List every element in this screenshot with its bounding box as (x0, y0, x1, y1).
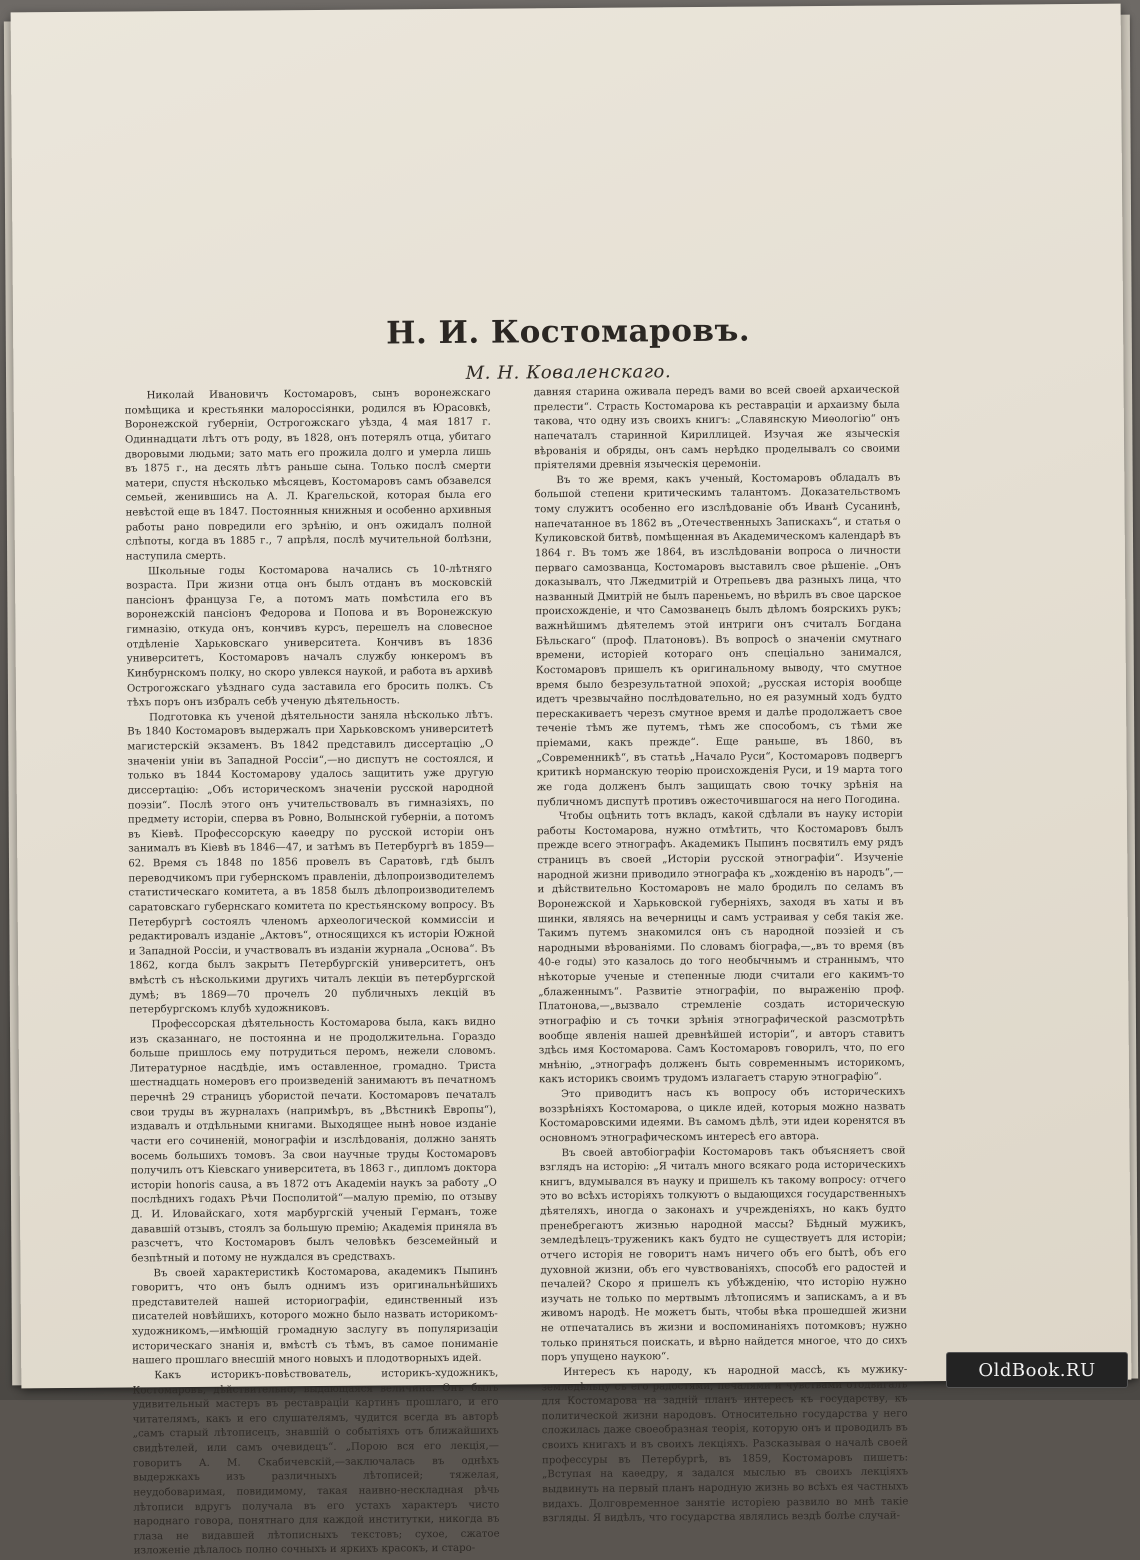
site-watermark: OldBook.RU (946, 1352, 1128, 1388)
paragraph: Интересъ къ народу, къ народной массѣ, къ мужику-земледѣльцу съ его радостями, печалями и чувствами отодвигалъ для Костомарова на задній планъ интересъ къ государству, къ политической жизни народовъ. Относительно государства у него сложилась даже своеобразная теорія, которую онъ и проводилъ въ своихъ книгахъ и въ своихъ лекціяхъ. Разсказывая о началѣ своей профессуры въ Петербургѣ, въ 1859, Костомаровъ пишетъ: „Вступая на каѳедру, я задался мыслью въ своихъ лекціяхъ выдвинуть на первый планъ народную жизнь во всѣхъ ея частныхъ видахъ. Долговременное занятіе исторіею развило во мнѣ такіе взгляды. Я видѣлъ, что государства являлись вездѣ болѣе случай- (541, 1364, 909, 1525)
left-text-column (125, 387, 500, 1560)
paragraph: Николай Ивановичъ Костомаровъ, сынъ воронежскаго помѣщика и крестьянки малороссіянки, родился въ Юрасовкѣ, Воронежской губерніи, Острогожскаго уѣзда, 4 мая 1817 г. Одиннадцати лѣтъ отъ роду, въ 1828, онъ потерялъ отца, убитаго дворовыми людьми; зато мать его прожила долго и умерла лишь въ 1875 г., на десять лѣтъ раньше сына. Только послѣ смерти матери, спустя нѣсколько мѣсяцевъ, Костомаровъ самъ обзавелся семьей, женившись на А. Л. Крагельской, которая была его невѣстой еще въ 1847. Постоянныя книжныя и особенно архивныя работы рано повредили его зрѣнію, и онъ ожидалъ полной слѣпоты, когда въ 1885 г., 7 апрѣля, послѣ мучительной болѣзни, наступила смерть. (124, 387, 492, 563)
paragraph: Какъ историкъ-повѣствователь, историкъ-художникъ, Костомаровъ, дѣйствительно, выдающаяся величина. Онъ былъ удивительный мастеръ въ реставраціи картинъ прошлаго, и его читателямъ, какъ и его слушателямъ, чудится всегда въ авторѣ „самъ старый лѣтописецъ, знавшій о событіяхъ отъ ближайшихъ свидѣтелей, или самъ очевидецъ“. „Порою вся его лекція,—говоритъ А. М. Скабичевскій,—заключалась въ однѣхъ выдержкахъ изъ различныхъ лѣтописей; тяжелая, неудобоваримая, повидимому, такая наивно-нескладная рѣчь лѣтописи вдругъ получала въ его устахъ характеръ чисто народнаго говора, понятнаго для каждой институтки, никогда въ глаза не видавшей лѣтописныхъ текстовъ; сухое, сжатое изложеніе дѣлалось полно сочныхъ и яркихъ красокъ, и старо- (132, 1367, 500, 1557)
paragraph: Въ своей характеристикѣ Костомарова, академикъ Пыпинъ говоритъ, что онъ былъ однимъ изъ оригинальнѣйшихъ представителей нашей историографіи, единственный изъ писателей новѣйшихъ, которого можно было назвать историкомъ-художникомъ,—имѣющій громадную заслугу въ популяризаціи историческаго знанія и, вмѣстѣ съ тѣмъ, въ самое пониманіе нашего прошлаго внесшій много новыхъ и плодотворныхъ идей. (131, 1265, 499, 1367)
paragraph: Чтобы оцѣнить тотъ вкладъ, какой сдѣлали въ науку исторіи работы Костомарова, нужно отмѣтить, что Костомаровъ былъ прежде всего этнографъ. Академикъ Пыпинъ посвятилъ ему рядъ страницъ въ своей „Исторіи русской этнографіи“. Изученіе народной жизни приводило этнографа къ „хожденію въ народъ“,—и дѣйствительно Костомаровъ не мало бродилъ по селамъ въ Воронежской и Харьковской губерніяхъ, заходя въ хаты и въ шинки, являясь на вечерницы и самъ устраивая у себя такія же. Такимъ путемъ знакомился онъ съ народной поэзіей и съ народными вѣрованіями. По словамъ біографа,—„въ то время (въ 40-е годы) это казалось до того необычнымъ и страннымъ, что нѣкоторые ученые и степенные люди считали его какимъ-то „блаженнымъ“. Развитіе этнографіи, по выраженію проф. Платонова,—„вызвало стремленіе создать историческую этнографію и съ точки зрѣнія этнографической разсмотрѣть вообще явленія нашей древнѣйшей исторіи“, и авторъ ставитъ здѣсь имя Костомарова. Самъ Костомаровъ говорилъ, что, по его мнѣнію, „этнографъ долженъ быть современнымъ историкомъ, какъ историкъ своимъ трудомъ излагаетъ старую этнографію“. (537, 808, 905, 1086)
article-title: Н. И. Костомаровъ. (386, 312, 751, 352)
paragraph: Это приводитъ насъ къ вопросу объ историческихъ воззрѣніяхъ Костомарова, о цикле идей, которыя можно назвать Костомаровскими идеями. Въ самомъ дѣлѣ, эти идеи коренятся въ основномъ этнографическомъ интересѣ его автора. (539, 1086, 906, 1145)
paragraph: Въ то же время, какъ ученый, Костомаровъ обладалъ въ большой степени критическимъ талантомъ. Доказательствомъ тому служитъ особенно его изслѣдованіе объ Иванѣ Сусанинѣ, напечатанное въ 1862 въ „Отечественныхъ Запискахъ“, и статья о Куликовской битвѣ, помѣщенная въ Академическомъ календарѣ въ 1864 г. Въ томъ же 1864, въ изслѣдованіи вопроса о личности перваго самозванца, Костомаровъ выставилъ свое рѣшеніе. „Онъ доказывалъ, что Лжедмитрій и Отрепьевъ два разныхъ лица, что названный Дмитрій не былъ пареньемъ, но вѣрилъ въ свое царское происхожденіе, и что Самозванецъ былъ дѣломъ боярскихъ рукъ; важнѣйшимъ дѣятелемъ этой интриги онъ считалъ Богдана Бѣльскаго“ (проф. Платоновъ). Въ вопросѣ о значеніи смутнаго времени, исторіей котораго онъ спеціально занимался, Костомаровъ пришелъ къ оригинальному выводу, что смутное время было безрезультатной эпохой; „русская исторія вообще идетъ чрезвычайно послѣдовательно, но ея разумный ходъ будто перескакиваетъ черезъ смутное время и далѣе продолжаетъ свое теченіе тѣмъ же путемъ, тѣмъ же способомъ, съ тѣми же пріемами, какъ прежде“. Еще раньше, въ 1860, въ „Современникѣ“, въ статьѣ „Начало Руси“, Костомаровъ подвергъ критикѣ норманскую теорію происхожденія Руси, и 19 марта того же года долженъ былъ защищать свою точку зрѣнія на публичномъ диспутѣ противъ ожесточившагося на него Погодина. (534, 472, 903, 808)
paragraph: Въ своей автобіографіи Костомаровъ такъ объясняетъ свой взглядъ на исторію: „Я читалъ много всякаго рода историческихъ книгъ, вдумывался въ науку и пришелъ къ такому вопросу: отчего это во всѣхъ исторіяхъ толкуютъ о выдающихся государственныхъ дѣятеляхъ, иногда о законахъ и учрежденіяхъ, но какъ будто пренебрегаютъ жизнью народной массы? Бѣдный мужикъ, земледѣлецъ-труженикъ какъ будто не существуетъ для исторіи; отчего исторія не говоритъ намъ ничего объ его бытѣ, объ его духовной жизни, объ его чувствованіяхъ, способѣ его радостей и печалей? Скоро я пришелъ къ убѣжденію, что исторію нужно изучать не только по мертвымъ лѣтописямъ и запискамъ, а и въ живомъ народѣ. Не можетъ быть, чтобы вѣка прошедшей жизни не отпечатались въ жизни и воспоминаніяхъ потомковъ; нужно только приняться поискать, и вѣрно найдется многое, что до сихъ поръ упущено наукою“. (539, 1144, 908, 1364)
right-text-column (534, 383, 909, 1527)
article-author: М. Н. Коваленскаго. (465, 361, 672, 384)
paragraph: давняя старина оживала передъ вами во всей своей архаической прелести“. Страсть Костомарова къ реставраціи и архаизму была такова, что одну изъ своихъ книгъ: „Славянскую Миѳологію“ онъ напечаталъ старинной Кириллицей. Изучая же языческія вѣрованія и обряды, онъ самъ нерѣдко проделывалъ со своими пріятелями древнія языческія церемоніи. (533, 384, 901, 472)
document-page (11, 4, 1132, 1557)
paragraph: Школьные годы Костомарова начались съ 10-лѣтняго возраста. При жизни отца онъ былъ отданъ въ московскій пансіонъ француза Ге, а потомъ мать помѣстила его въ воронежскій пансіонъ Федорова и Попова и въ Воронежскую гимназію, откуда онъ, кончивъ курсъ, перешелъ на словесное отдѣленіе Харьковскаго университета. Кончивъ въ 1836 университетъ, Костомаровъ началъ службу юнкеромъ въ Кинбурнскомъ полку, но скоро увлекся наукой, и работа въ архивѣ Острогожскаго уѣзднаго суда заставила его бросить полкъ. Съ тѣхъ поръ онъ избралъ себѣ ученую дѣятельность. (126, 563, 493, 709)
paragraph: Подготовка къ ученой дѣятельности заняла нѣсколько лѣтъ. Въ 1840 Костомаровъ выдержалъ при Харьковскомъ университетѣ магистерскій экзаменъ. Въ 1842 представилъ диссертацію „О значеніи уніи въ Западной Россіи“,—но диспутъ не состоялся, и только въ 1844 Костомарову удалось защитить уже другую диссертацію: „Объ историческомъ значеніи русской народной поэзіи“. Послѣ этого онъ учительствовалъ въ гимназіяхъ, по предмету исторіи, сперва въ Ровно, Волынской губерніи, а потомъ въ Кіевѣ. Профессорскую каѳедру по русской исторіи онъ занималъ въ Кіевѣ въ 1846—47, и затѣмъ въ Петербургѣ въ 1859—62. Время съ 1848 по 1856 провелъ въ Саратовѣ, гдѣ былъ переводчикомъ при губернскомъ правленіи, дѣлопроизводителемъ статистическаго комитета, а въ 1858 былъ дѣлопроизводителемъ саратовскаго губернскаго комитета по крестьянскому вопросу. Въ Петербургѣ состоялъ членомъ археологической коммиссіи и редактировалъ изданіе „Актовъ“, относящихся къ исторіи Южной и Западной Россіи, и участвовалъ въ изданіи журнала „Основа“. Въ 1862, когда былъ закрытъ Петербургскій университетъ, онъ вмѣстѣ съ нѣсколькими другихъ читалъ лекціи въ петербургской думѣ; въ 1869—70 прочелъ 20 публичныхъ лекцій въ петербургскомъ клубѣ художниковъ. (127, 709, 496, 1016)
paragraph: Профессорская дѣятельность Костомарова была, какъ видно изъ сказаннаго, не постоянна и не продолжительна. Гораздо больше пришлось ему потрудиться перомъ, нежели словомъ. Литературное насдѣдіе, имъ оставленное, громадно. Триста шестнадцать номеровъ его произведеній занимаютъ въ печатномъ перечнѣ 29 страницъ убористой печати. Костомаровъ печаталъ свои труды въ журналахъ (напримѣръ, въ „Вѣстникѣ Европы“), издавалъ и отдѣльными книгами. Выходящее нынѣ новое изданіе части его сочиненій, монографіи и изслѣдованія, должно занять восемь большихъ томовъ. За свои научные труды Костомаровъ получилъ отъ Кіевскаго университета, въ 1863 г., дипломъ доктора исторіи honoris causa, а въ 1872 отъ Академіи наукъ за работу „О послѣднихъ годахъ Рѣчи Посполитой“—малую премію, по отзыву Д. И. Иловайскаго, хотя марбургскій ученый Германъ, тоже дававшій отзывъ, стоялъ за большую премію; Академія приняла въ разсчетъ, что Костомаровъ былъ человѣкъ безсемейный и безпѣтный и потому не нуждался въ средствахъ. (129, 1016, 498, 1265)
